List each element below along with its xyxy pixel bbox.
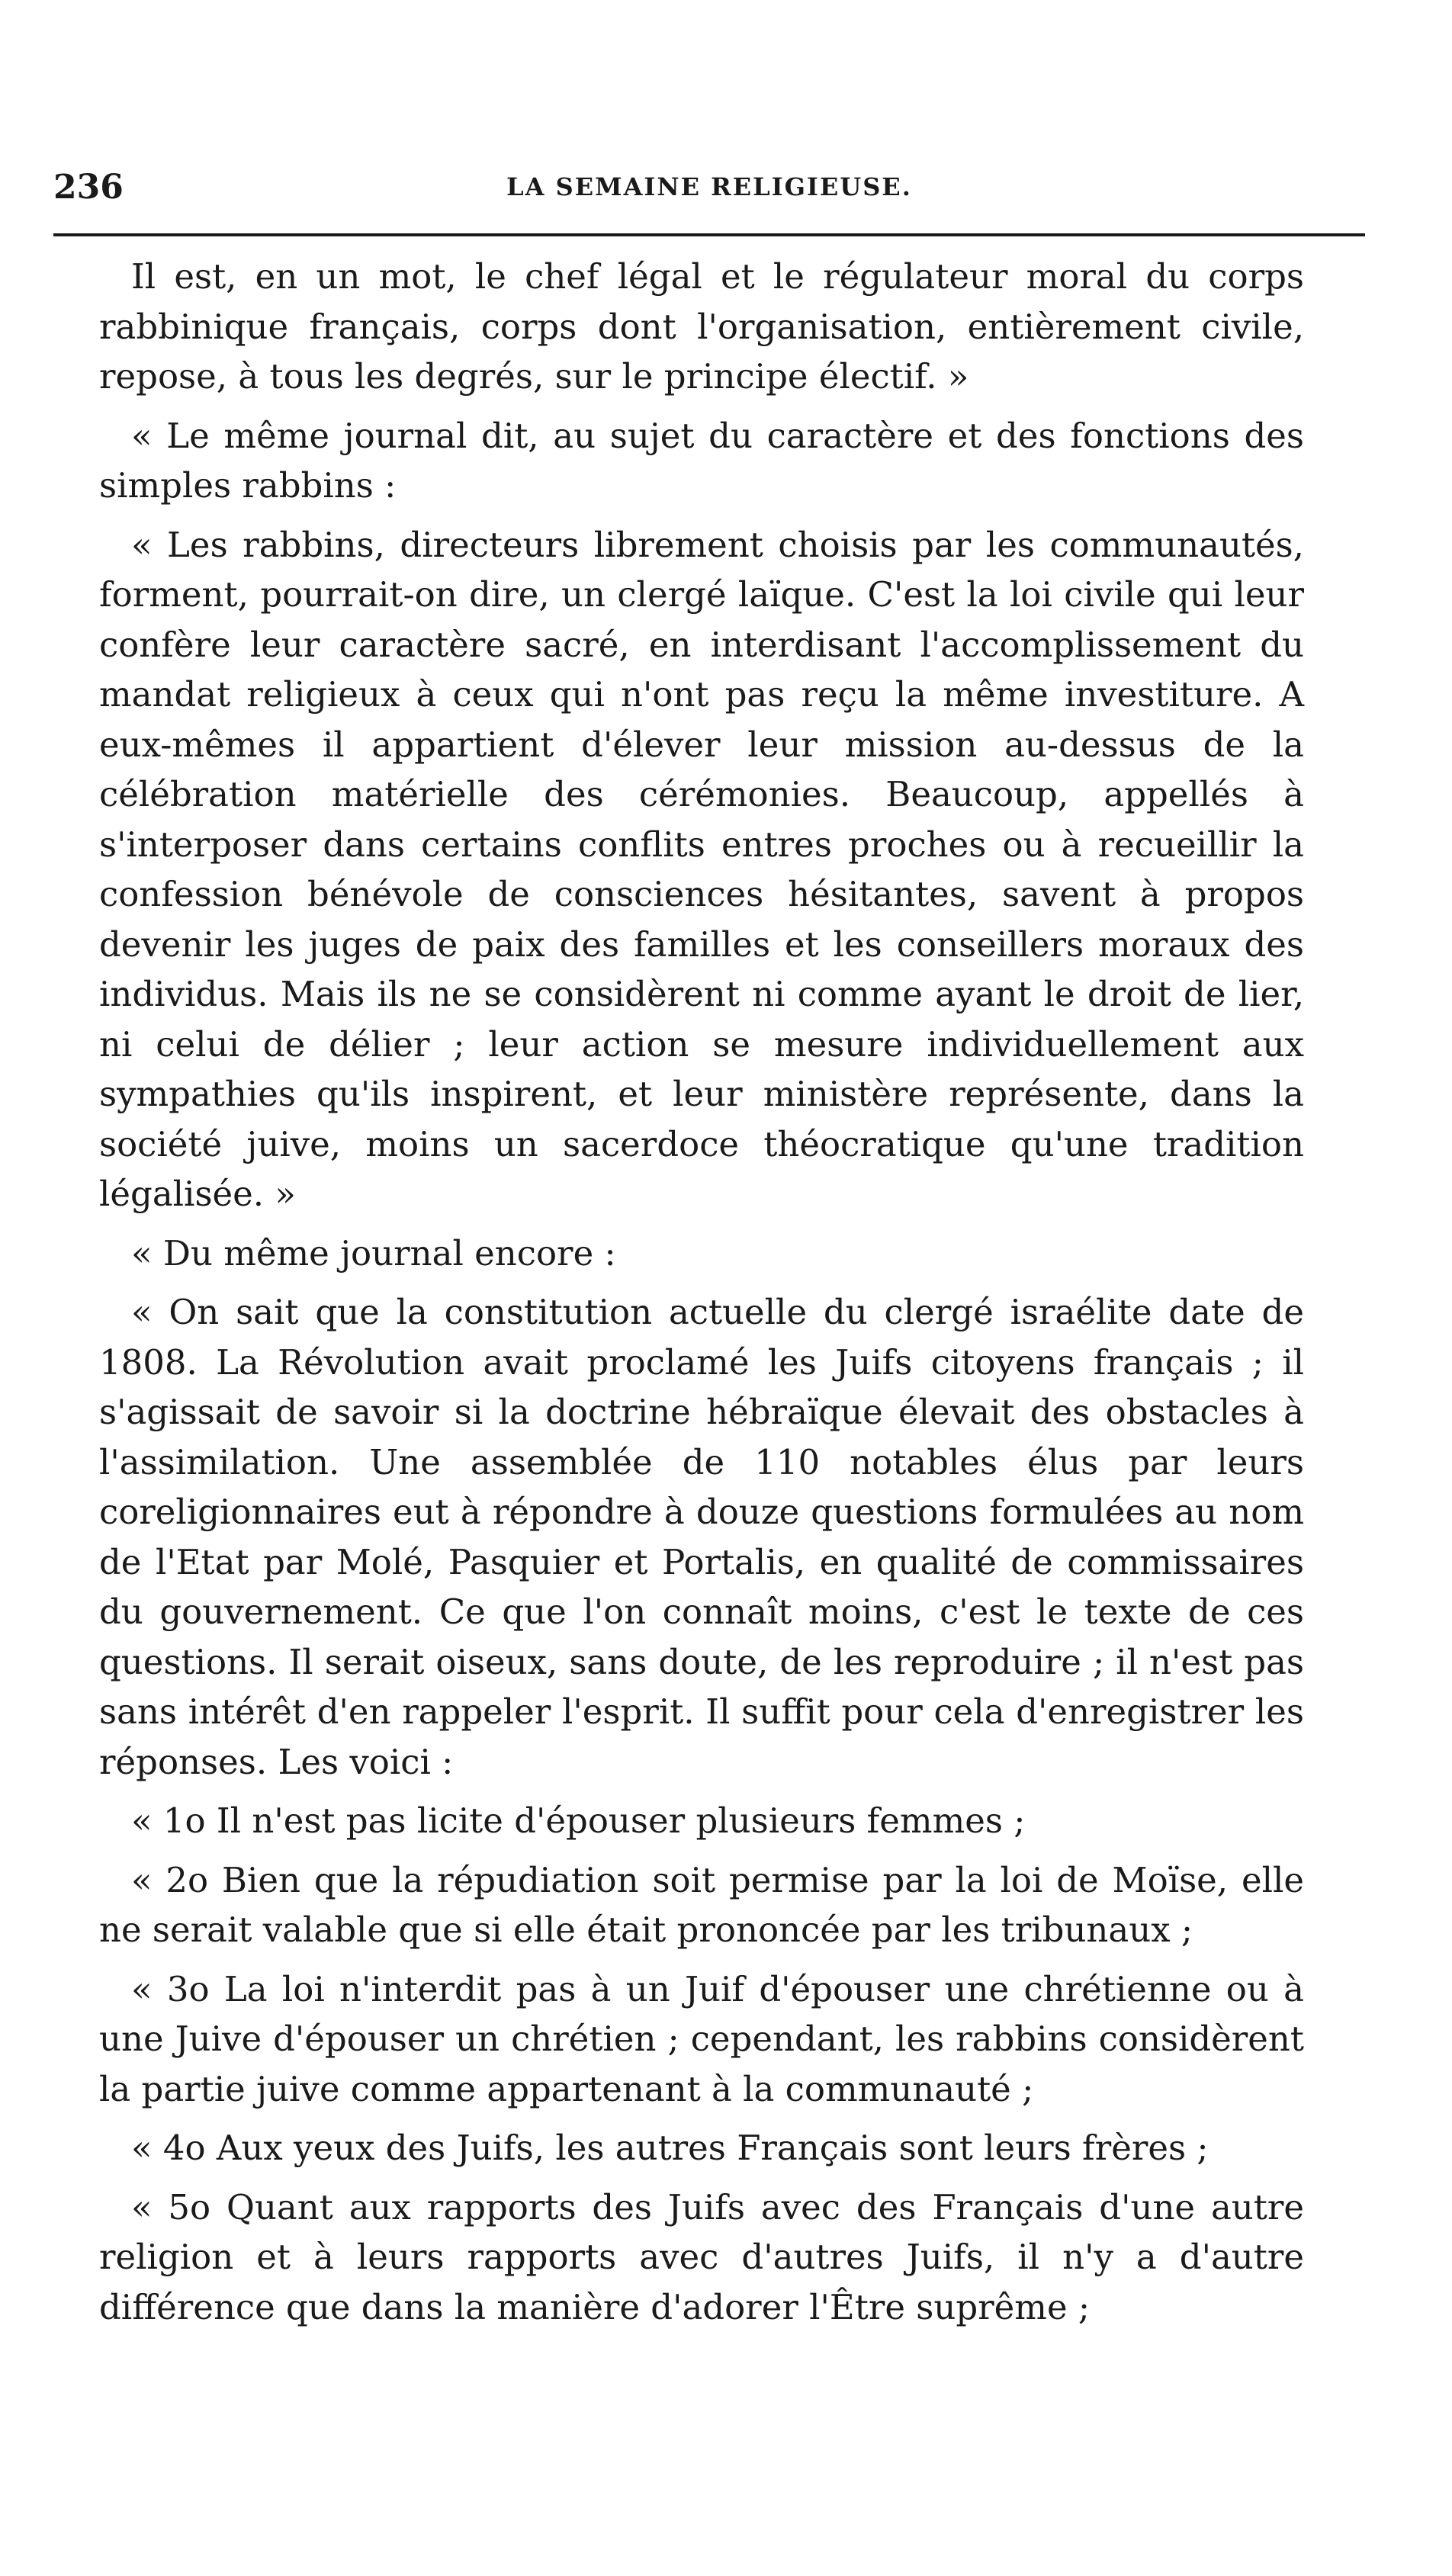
paragraph: Il est, en un mot, le chef légal et le régulateur moral du corps rabbinique français, corps dont l'organisation, entièrement civile, repose, à tous les degrés, sur le principe électif. » (99, 256, 1304, 397)
body-text (99, 252, 1304, 2341)
paragraph: « 4o Aux yeux des Juifs, les autres Français sont leurs frères ; (131, 2128, 1209, 2168)
running-title: LA SEMAINE RELIGIEUSE. (506, 172, 912, 201)
paragraph: « 3o La loi n'interdit pas à un Juif d'épouser une chrétienne ou à une Juive d'épouser un chrétien ; cependant, les rabbins considèrent la partie juive comme appartenant à la communauté ; (99, 1968, 1304, 2109)
paragraph: « 5o Quant aux rapports des Juifs avec des Français d'une autre religion et à leurs rapports avec d'autres Juifs, il n'y a d'autre différence que dans la manière d'adorer l'Être suprême ; (99, 2186, 1304, 2327)
paragraph: « 1o Il n'est pas licite d'épouser plusieurs femmes ; (131, 1800, 1026, 1841)
paragraph: « 2o Bien que la répudiation soit permise par la loi de Moïse, elle ne serait valable que si elle était prononcée par les tribunaux ; (99, 1859, 1304, 1950)
paragraph: « On sait que la constitution actuelle du clergé israélite date de 1808. La Révolution avait proclamé les Juifs citoyens français ; il s'agissait de savoir si la doctrine hébraïque élevait des obstacles à l'assimilation. Une assemblée de 110 notables élus par leurs coreligionnaires eut à répondre à douze questions formulées au nom de l'Etat par Molé, Pasquier et Portalis, en qualité de commissaires du gouvernement. Ce que l'on connaît moins, c'est le texte de ces questions. Il serait oiseux, sans doute, de les reproduire ; il n'est pas sans intérêt d'en rappeler l'esprit. Il suffit pour cela d'enregistrer les réponses. Les voici : (99, 1292, 1304, 1782)
page-number: 236 (53, 168, 124, 207)
header-rule (53, 233, 1365, 236)
page-header (53, 168, 1365, 214)
paragraph: « Du même journal encore : (131, 1232, 616, 1274)
paragraph: « Le même journal dit, au sujet du caractère et des fonctions des simples rabbins : (99, 415, 1304, 506)
paragraph: « Les rabbins, directeurs librement choisis par les communautés, forment, pourrait-on dire, un clergé laïque. C'est la loi civile qui leur confère leur caractère sacré, en interdisant l'accomplissement du mandat religieux à ceux qui n'ont pas reçu la même investiture. A eux-mêmes il appartient d'élever leur mission au-dessus de la célébration matérielle des cérémonies. Beaucoup, appellés à s'interposer dans certains conflits entres proches ou à recueillir la confession bénévole de consciences hésitantes, savent à propos devenir les juges de paix des familles et les conseillers moraux des individus. Mais ils ne se considèrent ni comme ayant le droit de lier, ni celui de délier ; leur action se mesure individuellement aux sympathies qu'ils inspirent, et leur ministère représente, dans la société juive, moins un sacerdoce théocratique qu'une tradition légalisée. » (99, 524, 1304, 1214)
